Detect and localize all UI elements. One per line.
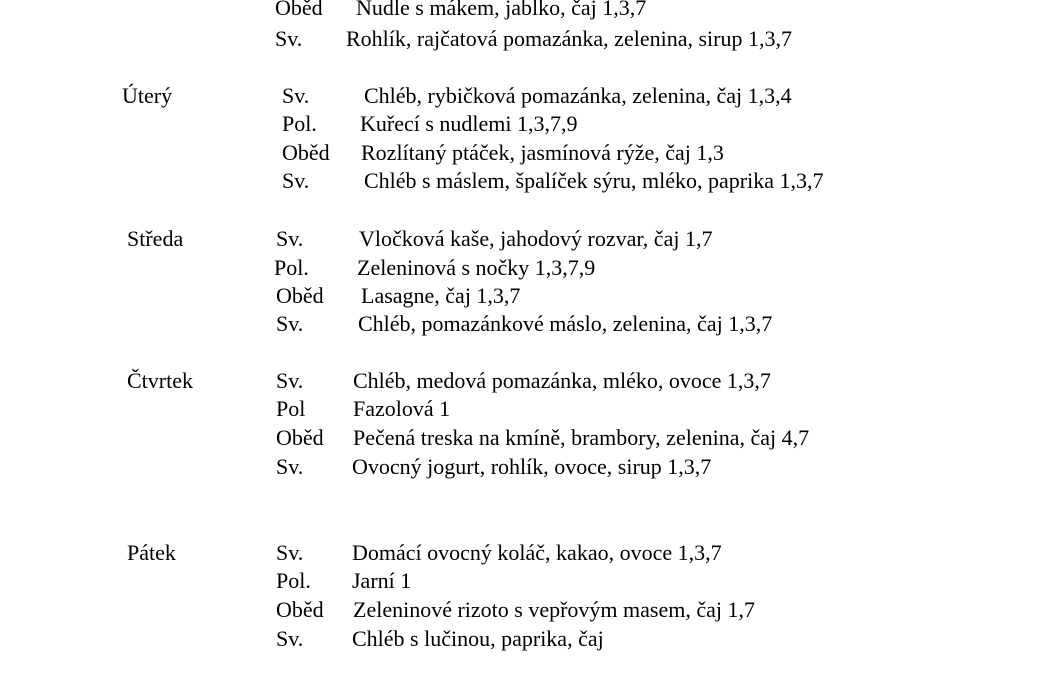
friday-row-4-label: Sv. [276, 626, 304, 651]
thursday-row-2-text: Fazolová 1 [353, 396, 451, 421]
wednesday-row-1-label: Sv. [276, 226, 304, 251]
friday-row-3-label: Oběd [276, 597, 324, 622]
thursday-row-4-text: Ovocný jogurt, rohlík, ovoce, sirup 1,3,7 [352, 454, 712, 479]
tuesday-row-2-label: Pol. [282, 111, 317, 136]
wednesday-row-4-label: Sv. [276, 311, 304, 336]
thursday-row-3-text: Pečená treska na kmíně, brambory, zelenina, čaj 4,7 [353, 425, 810, 450]
monday-lunch-text: Nudle s mákem, jablko, čaj 1,3,7 [356, 0, 647, 20]
wednesday-row-4-text: Chléb, pomazánkové máslo, zelenina, čaj 1,3,7 [358, 311, 773, 336]
friday-row-4-text: Chléb s lučinou, paprika, čaj [352, 626, 604, 651]
thursday-row-4-label: Sv. [276, 454, 304, 479]
tuesday-row-4-label: Sv. [282, 168, 310, 193]
friday-row-1-label: Sv. [276, 540, 304, 565]
tuesday-row-1-text: Chléb, rybičková pomazánka, zelenina, čaj 1,3,4 [364, 83, 792, 108]
tuesday-row-2-text: Kuřecí s nudlemi 1,3,7,9 [360, 111, 578, 136]
wednesday-row-2-text: Zeleninová s nočky 1,3,7,9 [357, 255, 596, 280]
thursday-row-1-label: Sv. [276, 368, 304, 393]
day-tuesday: Úterý [122, 83, 173, 108]
monday-lunch-label: Oběd [275, 0, 323, 20]
friday-row-1-text: Domácí ovocný koláč, kakao, ovoce 1,3,7 [352, 540, 722, 565]
wednesday-row-1-text: Vločková kaše, jahodový rozvar, čaj 1,7 [359, 226, 713, 251]
tuesday-row-3-text: Rozlítaný ptáček, jasmínová rýže, čaj 1,3 [361, 140, 724, 165]
tuesday-row-3-label: Oběd [282, 140, 330, 165]
thursday-row-1-text: Chléb, medová pomazánka, mléko, ovoce 1,3,7 [353, 368, 771, 393]
thursday-row-3-label: Oběd [276, 425, 324, 450]
wednesday-row-3-label: Oběd [276, 283, 324, 308]
thursday-row-2-label: Pol [276, 396, 306, 421]
friday-row-2-text: Jarní 1 [352, 568, 412, 593]
friday-row-2-label: Pol. [276, 568, 311, 593]
tuesday-row-4-text: Chléb s máslem, špalíček sýru, mléko, paprika 1,3,7 [364, 168, 824, 193]
monday-snack-label: Sv. [275, 26, 303, 51]
day-friday: Pátek [127, 540, 176, 565]
day-thursday: Čtvrtek [127, 368, 193, 393]
day-wednesday: Středa [127, 226, 184, 251]
friday-row-3-text: Zeleninové rizoto s vepřovým masem, čaj 1,7 [353, 597, 755, 622]
tuesday-row-1-label: Sv. [282, 83, 310, 108]
wednesday-row-2-label: Pol. [274, 255, 309, 280]
wednesday-row-3-text: Lasagne, čaj 1,3,7 [361, 283, 521, 308]
monday-snack-text: Rohlík, rajčatová pomazánka, zelenina, sirup 1,3,7 [346, 26, 792, 51]
